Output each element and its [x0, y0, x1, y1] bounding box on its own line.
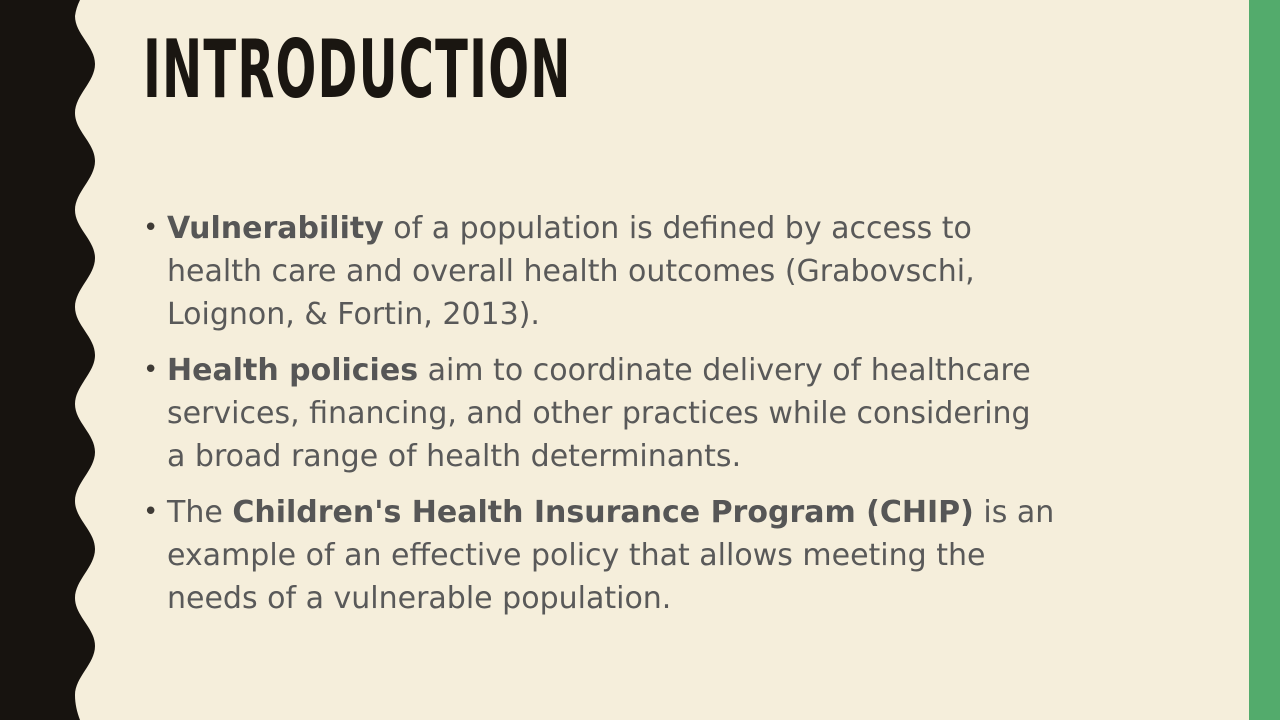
bullet-bold-term: Vulnerability: [167, 211, 384, 246]
bullet-bold-term: Health policies: [167, 353, 419, 388]
bullet-line: health care and overall health outcomes (Grabovschi,: [167, 254, 975, 289]
right-accent-stripe: [1249, 0, 1280, 720]
bullet-text: [167, 349, 1203, 478]
bullet-icon: •: [143, 497, 159, 527]
list-item: [143, 349, 1203, 478]
bullet-bold-term: Children's Health Insurance Program (CHIP): [232, 495, 974, 530]
left-wave-decoration: [0, 0, 120, 720]
bullet-line-prefix: The: [167, 495, 233, 530]
bullet-line: services, financing, and other practices while considering: [167, 396, 1031, 431]
bullet-line: example of an effective policy that allows meeting the: [167, 538, 986, 573]
bullet-line: [167, 491, 1203, 534]
slide-title: INTRODUCTION: [143, 23, 572, 116]
bullet-line: [167, 349, 1203, 392]
bullet-line: Loignon, & Fortin, 2013).: [167, 297, 540, 332]
bullet-line: [167, 207, 1203, 250]
bullet-icon: •: [143, 355, 159, 385]
bullet-line-rest: of a population is defined by access to: [383, 211, 972, 246]
list-item: [143, 207, 1203, 336]
list-item: [143, 491, 1203, 620]
bullet-line-rest: is an: [973, 495, 1055, 530]
bullet-icon: •: [143, 213, 159, 243]
bullet-text: [167, 491, 1203, 620]
bullet-line: a broad range of health determinants.: [167, 439, 742, 474]
bullet-line: needs of a vulnerable population.: [167, 581, 672, 616]
bullet-list: [143, 207, 1203, 620]
bullet-line-rest: aim to coordinate delivery of healthcare: [418, 353, 1031, 388]
bullet-text: [167, 207, 1203, 336]
